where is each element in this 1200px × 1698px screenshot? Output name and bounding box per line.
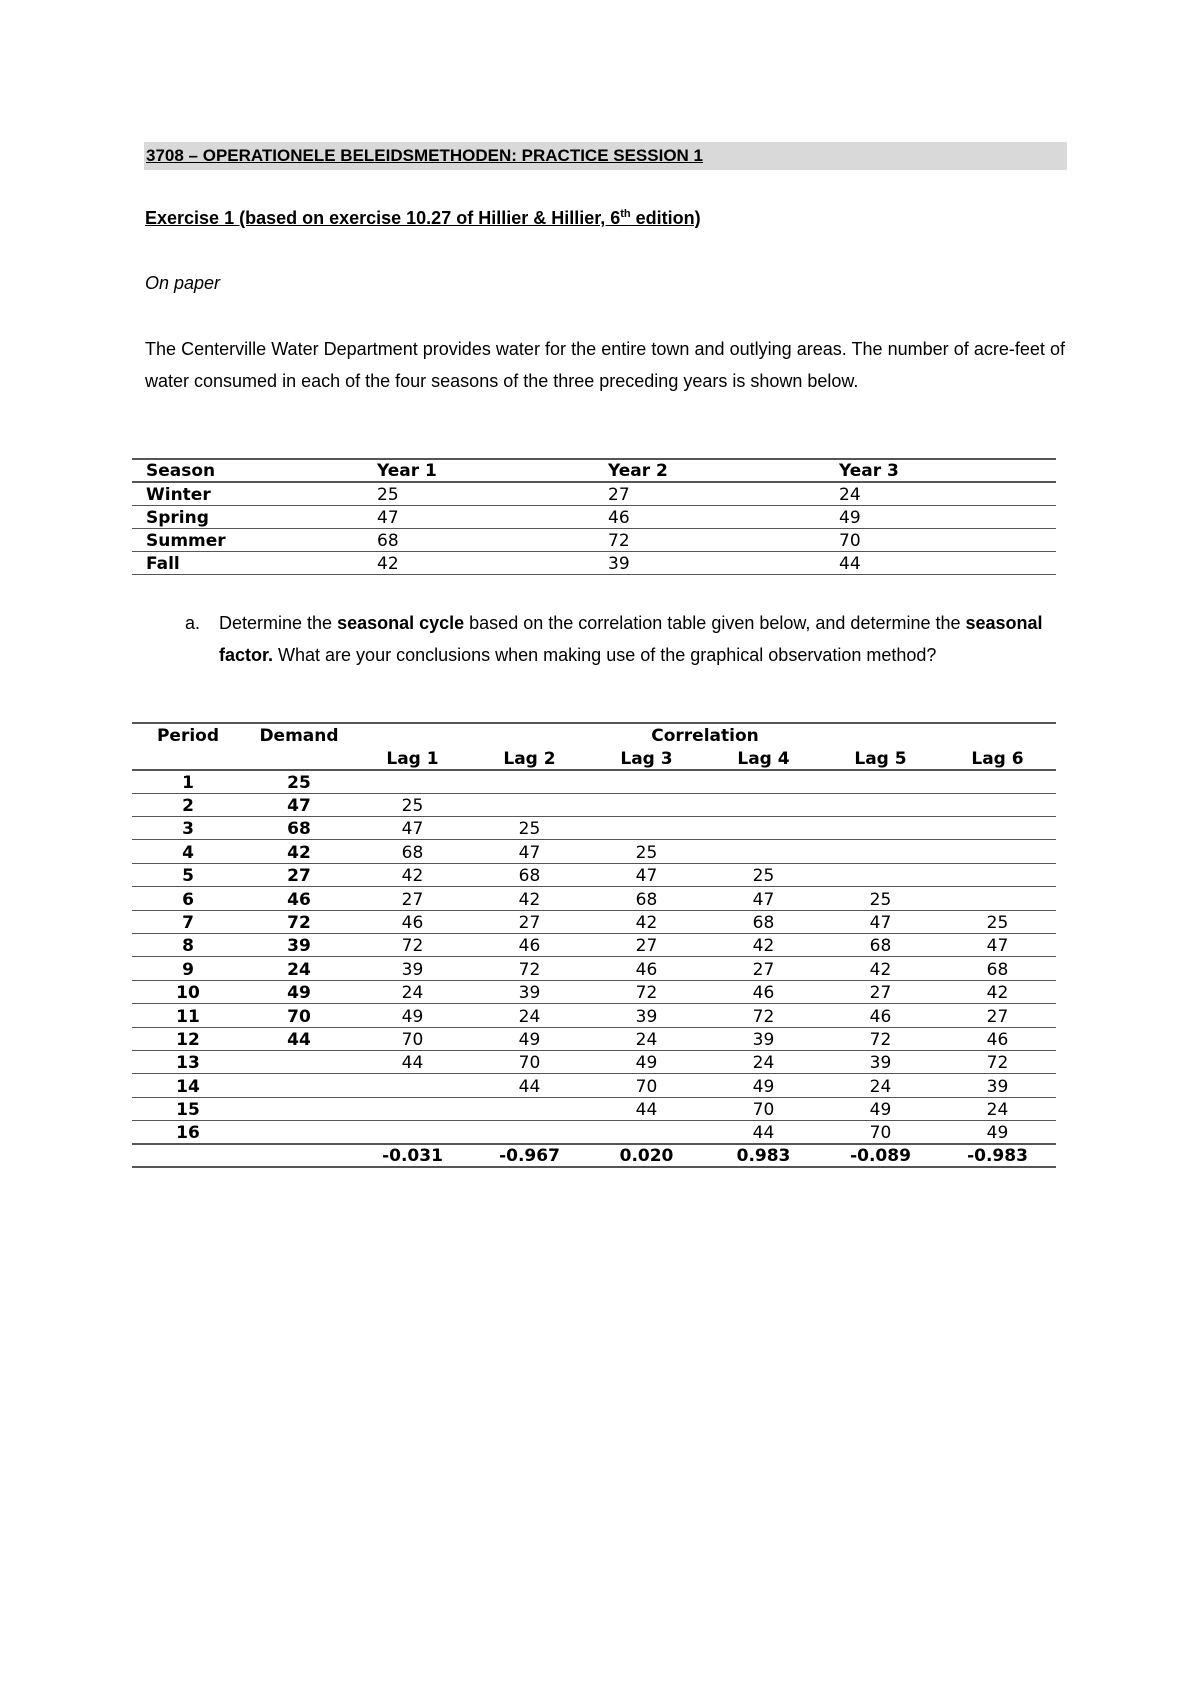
lag-value-cell: 46 — [635, 959, 658, 980]
lag-value-cell — [939, 770, 1056, 793]
lag-value-cell: 47 — [869, 913, 892, 934]
lag-value-cell: 70 — [752, 1100, 775, 1121]
lag-value-cell — [939, 793, 1056, 816]
lag-value-cell: 70 — [869, 1123, 892, 1144]
lag-value-cell — [354, 1121, 471, 1144]
season-name-cell: Winter — [146, 484, 211, 505]
season-value-cell: 24 — [839, 484, 861, 505]
lag-value-cell: 46 — [518, 936, 541, 957]
question-a-letter: a. — [185, 613, 201, 633]
season-value-cell: 47 — [377, 507, 399, 528]
lag-value-cell — [939, 817, 1056, 840]
demand-cell: 24 — [287, 959, 311, 980]
demand-cell — [244, 1074, 354, 1097]
correlation-data-row — [132, 1074, 1056, 1097]
demand-cell: 39 — [287, 936, 311, 957]
lag-value-cell: 46 — [401, 913, 424, 934]
correlation-coefficient-cell: -0.967 — [499, 1146, 560, 1167]
lag-value-cell — [822, 793, 939, 816]
period-cell: 5 — [182, 866, 194, 887]
demand-cell — [244, 1050, 354, 1073]
correlation-data-row — [132, 1121, 1056, 1144]
lag-value-cell — [354, 770, 471, 793]
season-name-cell: Summer — [146, 530, 226, 551]
season-table-row — [132, 551, 1056, 574]
lag-value-cell: 46 — [869, 1006, 892, 1027]
demand-cell: 42 — [287, 842, 311, 863]
lag-value-cell — [705, 817, 822, 840]
lag-value-cell: 70 — [518, 1053, 541, 1074]
lag-value-cell — [588, 1121, 705, 1144]
correlation-data-row — [132, 957, 1056, 980]
correlation-table — [132, 722, 1056, 1168]
season-table-row — [132, 528, 1056, 551]
season-value-cell: 25 — [377, 484, 399, 505]
lag-value-cell: 42 — [752, 936, 775, 957]
lag-value-cell: 72 — [752, 1006, 775, 1027]
correlation-data-row — [132, 817, 1056, 840]
lag-value-cell — [939, 840, 1056, 863]
lag-value-cell: 72 — [518, 959, 541, 980]
lag-value-cell: 47 — [401, 819, 424, 840]
correlation-coefficient-cell: 0.983 — [736, 1146, 791, 1167]
lag-value-cell: 24 — [635, 1029, 658, 1050]
season-table-header-cell: Season — [146, 461, 216, 481]
season-value-cell: 39 — [608, 553, 630, 574]
period-cell: 2 — [182, 796, 194, 817]
demand-cell: 44 — [287, 1029, 311, 1050]
question-a-text-part: What are your conclusions when making use of the graphical observation method? — [273, 645, 937, 665]
lag-value-cell: 42 — [635, 913, 658, 934]
lag-header: Lag 2 — [503, 748, 556, 769]
season-table-row — [132, 482, 1056, 505]
lag-value-cell — [705, 770, 822, 793]
season-value-cell: 72 — [608, 530, 630, 551]
lag-value-cell — [588, 793, 705, 816]
season-table-header-row — [132, 459, 1056, 482]
empty-header-cell — [132, 746, 244, 769]
lag-value-cell: 46 — [986, 1029, 1009, 1050]
lag-header-row — [132, 746, 1056, 769]
question-a-bold-term: seasonal factor. — [219, 613, 1043, 665]
demand-cell: 25 — [287, 772, 311, 793]
exercise-heading-text: Exercise 1 (based on exercise 10.27 of Hillier & Hillier, 6 — [145, 208, 621, 228]
correlation-coefficient-cell: 0.020 — [619, 1146, 674, 1167]
lag-value-cell: 70 — [635, 1076, 658, 1097]
period-cell: 15 — [176, 1100, 200, 1121]
season-table-header-cell: Year 3 — [839, 461, 899, 481]
empty-result-cell — [244, 1144, 354, 1167]
demand-cell — [244, 1121, 354, 1144]
lag-value-cell — [354, 1074, 471, 1097]
demand-cell: 72 — [287, 913, 311, 934]
period-cell: 6 — [182, 889, 194, 910]
lag-value-cell: 44 — [752, 1123, 775, 1144]
question-a-bold-term: seasonal cycle — [337, 613, 465, 633]
lag-value-cell — [471, 793, 588, 816]
demand-cell: 27 — [287, 866, 311, 887]
lag-value-cell: 39 — [401, 959, 424, 980]
period-cell: 13 — [176, 1053, 200, 1074]
season-name-cell: Spring — [146, 507, 209, 528]
lag-value-cell: 44 — [401, 1053, 424, 1074]
lag-value-cell: 27 — [869, 983, 892, 1004]
lag-header: Lag 4 — [737, 748, 790, 769]
lag-value-cell: 25 — [635, 842, 658, 863]
correlation-data-row — [132, 980, 1056, 1003]
lag-value-cell: 42 — [401, 866, 424, 887]
lag-value-cell: 72 — [401, 936, 424, 957]
lag-value-cell: 25 — [401, 796, 424, 817]
lag-value-cell — [822, 817, 939, 840]
lag-value-cell — [588, 817, 705, 840]
period-cell: 14 — [176, 1076, 200, 1097]
season-value-cell: 42 — [377, 553, 399, 574]
lag-value-cell: 39 — [986, 1076, 1009, 1097]
period-cell: 1 — [182, 772, 194, 793]
season-name-cell: Fall — [146, 553, 180, 574]
demand-cell: 70 — [287, 1006, 311, 1027]
lag-value-cell: 47 — [752, 889, 775, 910]
correlation-coefficient-cell: -0.089 — [850, 1146, 911, 1167]
lag-value-cell: 42 — [986, 983, 1009, 1004]
lag-header: Lag 6 — [971, 748, 1024, 769]
season-value-cell: 68 — [377, 530, 399, 551]
lag-value-cell: 27 — [986, 1006, 1009, 1027]
season-consumption-table — [132, 458, 1056, 575]
period-cell: 16 — [176, 1123, 200, 1144]
correlation-coefficient-cell: -0.983 — [967, 1146, 1028, 1167]
lag-value-cell — [471, 1097, 588, 1120]
lag-value-cell: 24 — [752, 1053, 775, 1074]
lag-value-cell — [471, 1121, 588, 1144]
lag-value-cell — [705, 793, 822, 816]
correlation-data-row — [132, 863, 1056, 886]
lag-value-cell: 47 — [986, 936, 1009, 957]
lag-value-cell: 68 — [869, 936, 892, 957]
lag-value-cell: 27 — [401, 889, 424, 910]
period-cell: 12 — [176, 1029, 200, 1050]
lag-value-cell — [705, 840, 822, 863]
lag-value-cell: 39 — [869, 1053, 892, 1074]
correlation-data-row — [132, 887, 1056, 910]
lag-value-cell: 24 — [986, 1100, 1009, 1121]
correlation-data-row — [132, 1050, 1056, 1073]
question-a-text-part: Determine the — [219, 613, 338, 633]
correlation-data-row — [132, 910, 1056, 933]
lag-value-cell: 42 — [869, 959, 892, 980]
period-cell: 7 — [182, 913, 194, 934]
season-table-row — [132, 505, 1056, 528]
exercise-heading-edition: edition) — [630, 208, 701, 228]
question-a-text — [219, 607, 1065, 671]
question-a — [185, 607, 1065, 671]
demand-cell: 47 — [287, 796, 311, 817]
period-cell: 4 — [182, 842, 194, 863]
empty-result-cell — [132, 1144, 244, 1167]
lag-value-cell: 68 — [635, 889, 658, 910]
lag-value-cell: 72 — [635, 983, 658, 1004]
season-value-cell: 27 — [608, 484, 630, 505]
lag-value-cell: 39 — [752, 1029, 775, 1050]
lag-header: Lag 1 — [386, 748, 439, 769]
lag-value-cell: 68 — [752, 913, 775, 934]
lag-value-cell: 25 — [752, 866, 775, 887]
season-value-cell: 46 — [608, 507, 630, 528]
period-header: Period — [156, 726, 220, 747]
lag-value-cell: 70 — [401, 1029, 424, 1050]
lag-value-cell: 49 — [401, 1006, 424, 1027]
empty-header-cell — [244, 746, 354, 769]
lag-value-cell: 47 — [518, 842, 541, 863]
period-cell: 9 — [182, 959, 194, 980]
lag-value-cell: 68 — [401, 842, 424, 863]
lag-header: Lag 5 — [854, 748, 907, 769]
lag-value-cell: 46 — [752, 983, 775, 1004]
lag-value-cell — [822, 863, 939, 886]
lag-value-cell: 24 — [869, 1076, 892, 1097]
season-value-cell: 49 — [839, 507, 861, 528]
demand-cell: 46 — [287, 889, 311, 910]
on-paper-note: On paper — [145, 273, 221, 293]
correlation-result-row — [132, 1144, 1056, 1167]
lag-value-cell — [354, 1097, 471, 1120]
season-value-cell: 70 — [839, 530, 861, 551]
correlation-coefficient-cell: -0.031 — [382, 1146, 443, 1167]
lag-value-cell — [471, 770, 588, 793]
lag-value-cell: 49 — [752, 1076, 775, 1097]
exercise-heading — [145, 208, 701, 229]
lag-value-cell: 39 — [635, 1006, 658, 1027]
correlation-data-row — [132, 1004, 1056, 1027]
lag-value-cell: 68 — [518, 866, 541, 887]
correlation-header-row — [132, 723, 1056, 746]
lag-value-cell: 27 — [518, 913, 541, 934]
question-a-text-part: based on the correlation table given below, and determine the — [464, 613, 966, 633]
lag-value-cell: 27 — [635, 936, 658, 957]
correlation-data-row — [132, 1097, 1056, 1120]
season-table-header-cell: Year 1 — [377, 461, 437, 481]
correlation-header: Correlation — [651, 726, 759, 747]
intro-paragraph: The Centerville Water Department provides water for the entire town and outlying areas. The number of acre-feet of water consumed in each of the four seasons of the three preceding years is shown below. — [145, 339, 1065, 391]
lag-value-cell: 49 — [986, 1123, 1009, 1144]
demand-header: Demand — [259, 726, 339, 747]
lag-value-cell — [939, 863, 1056, 886]
lag-value-cell: 44 — [518, 1076, 541, 1097]
lag-header: Lag 3 — [620, 748, 673, 769]
lag-value-cell: 25 — [518, 819, 541, 840]
correlation-data-row — [132, 770, 1056, 793]
demand-cell — [244, 1097, 354, 1120]
correlation-data-row — [132, 1027, 1056, 1050]
lag-value-cell: 47 — [635, 866, 658, 887]
period-cell: 3 — [182, 819, 194, 840]
lag-value-cell: 25 — [869, 889, 892, 910]
page-banner-title: 3708 – OPERATIONELE BELEIDSMETHODEN: PRACTICE SESSION 1 — [144, 142, 1067, 170]
exercise-heading-superscript: th — [620, 208, 631, 220]
lag-value-cell: 49 — [518, 1029, 541, 1050]
lag-value-cell — [822, 840, 939, 863]
demand-cell: 49 — [287, 983, 311, 1004]
period-cell: 10 — [176, 983, 200, 1004]
correlation-data-row — [132, 934, 1056, 957]
lag-value-cell: 49 — [869, 1100, 892, 1121]
lag-value-cell: 68 — [986, 959, 1009, 980]
lag-value-cell — [588, 770, 705, 793]
lag-value-cell: 25 — [986, 913, 1009, 934]
lag-value-cell: 72 — [986, 1053, 1009, 1074]
period-cell: 11 — [176, 1006, 200, 1027]
lag-value-cell: 24 — [401, 983, 424, 1004]
lag-value-cell: 72 — [869, 1029, 892, 1050]
lag-value-cell: 42 — [518, 889, 541, 910]
lag-value-cell — [939, 887, 1056, 910]
lag-value-cell: 49 — [635, 1053, 658, 1074]
lag-value-cell: 44 — [635, 1100, 658, 1121]
correlation-data-row — [132, 840, 1056, 863]
period-cell: 8 — [182, 936, 194, 957]
lag-value-cell: 39 — [518, 983, 541, 1004]
lag-value-cell — [822, 770, 939, 793]
lag-value-cell: 27 — [752, 959, 775, 980]
demand-cell: 68 — [287, 819, 311, 840]
lag-value-cell: 24 — [518, 1006, 541, 1027]
season-table-header-cell: Year 2 — [608, 461, 668, 481]
season-value-cell: 44 — [839, 553, 861, 574]
correlation-data-row — [132, 793, 1056, 816]
